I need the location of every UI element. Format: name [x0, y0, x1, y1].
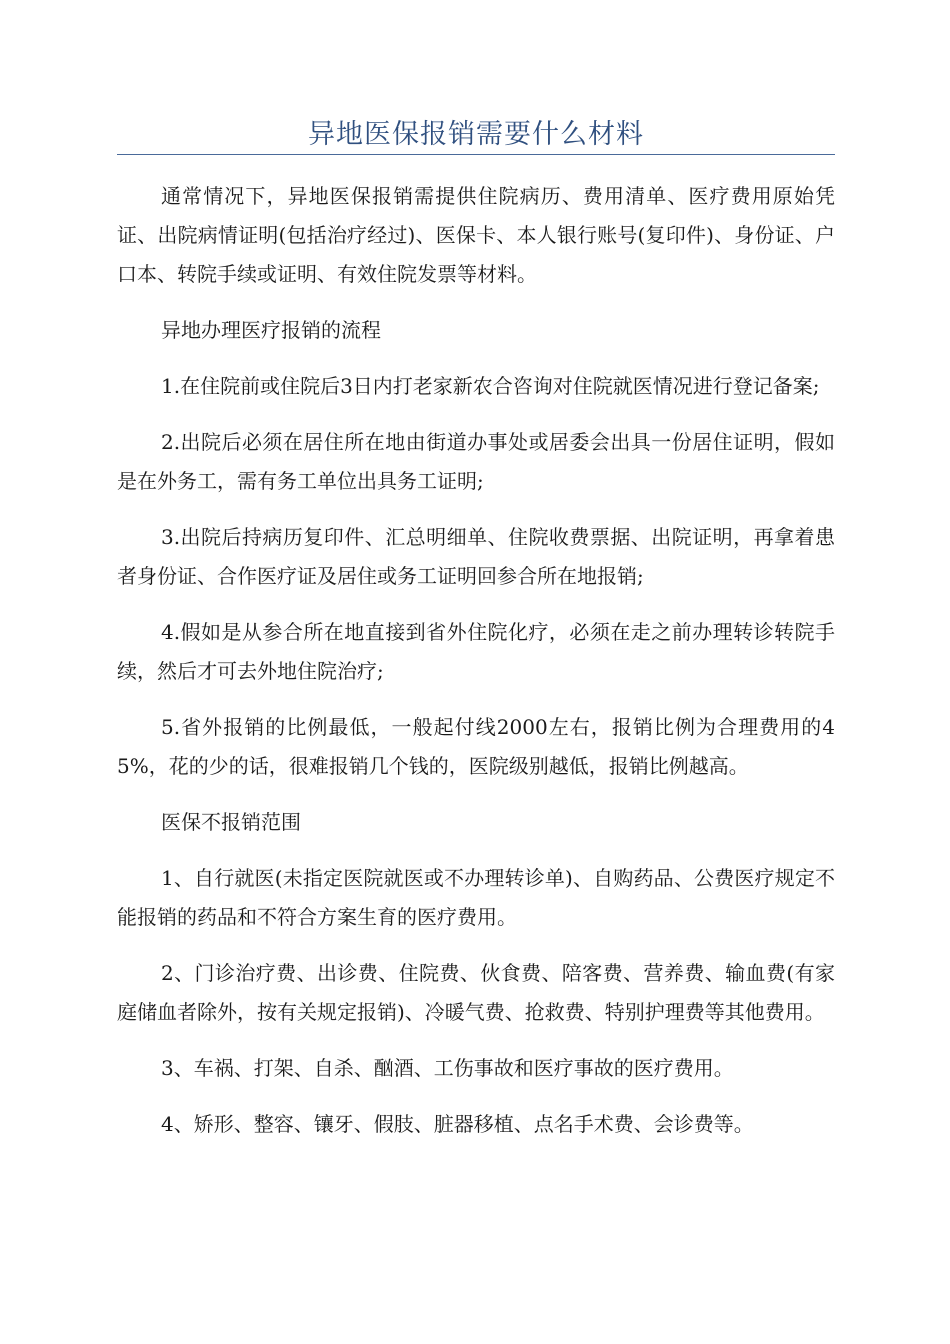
process-step-4: 4.假如是从参合所在地直接到省外住院化疗，必须在走之前办理转诊转院手续，然后才可去外地住院治疗; [117, 620, 835, 683]
process-step-3: 3.出院后持病历复印件、汇总明细单、住院收费票据、出院证明，再拿着患者身份证、合作医疗证及居住或务工证明回参合所在地报销; [117, 525, 835, 588]
exclusion-item-3: 3、车祸、打架、自杀、酗酒、工伤事故和医疗事故的医疗费用。 [161, 1056, 734, 1080]
process-step-1: 1.在住院前或住院后3日内打老家新农合咨询对住院就医情况进行登记备案; [161, 374, 820, 398]
exclusion-item-4: 4、矫形、整容、镶牙、假肢、脏器移植、点名手术费、会诊费等。 [161, 1112, 754, 1136]
process-step-5: 5.省外报销的比例最低，一般起付线2000左右，报销比例为合理费用的45%，花的少的话，很难报销几个钱的，医院级别越低，报销比例越高。 [117, 715, 835, 778]
exclusion-item-2: 2、门诊治疗费、出诊费、住院费、伙食费、陪客费、营养费、输血费(有家庭储血者除外，按有关规定报销)、冷暖气费、抢救费、特别护理费等其他费用。 [117, 961, 835, 1024]
section-heading-exclusions: 医保不报销范围 [161, 810, 301, 834]
exclusion-item-1: 1、自行就医(未指定医院就医或不办理转诊单)、自购药品、公费医疗规定不能报销的药品和不符合方案生育的医疗费用。 [117, 866, 835, 929]
title-underline [117, 154, 835, 155]
document-title: 异地医保报销需要什么材料 [308, 119, 644, 150]
process-step-2: 2.出院后必须在居住所在地由街道办事处或居委会出具一份居住证明，假如是在外务工，需有务工单位出具务工证明; [117, 430, 835, 493]
section-heading-process: 异地办理医疗报销的流程 [161, 318, 381, 342]
document-page [117, 0, 835, 1161]
paragraph-intro: 通常情况下，异地医保报销需提供住院病历、费用清单、医疗费用原始凭证、出院病情证明(包括治疗经过)、医保卡、本人银行账号(复印件)、身份证、户口本、转院手续或证明、有效住院发票等材料。 [117, 184, 835, 286]
document-body [117, 177, 835, 1144]
